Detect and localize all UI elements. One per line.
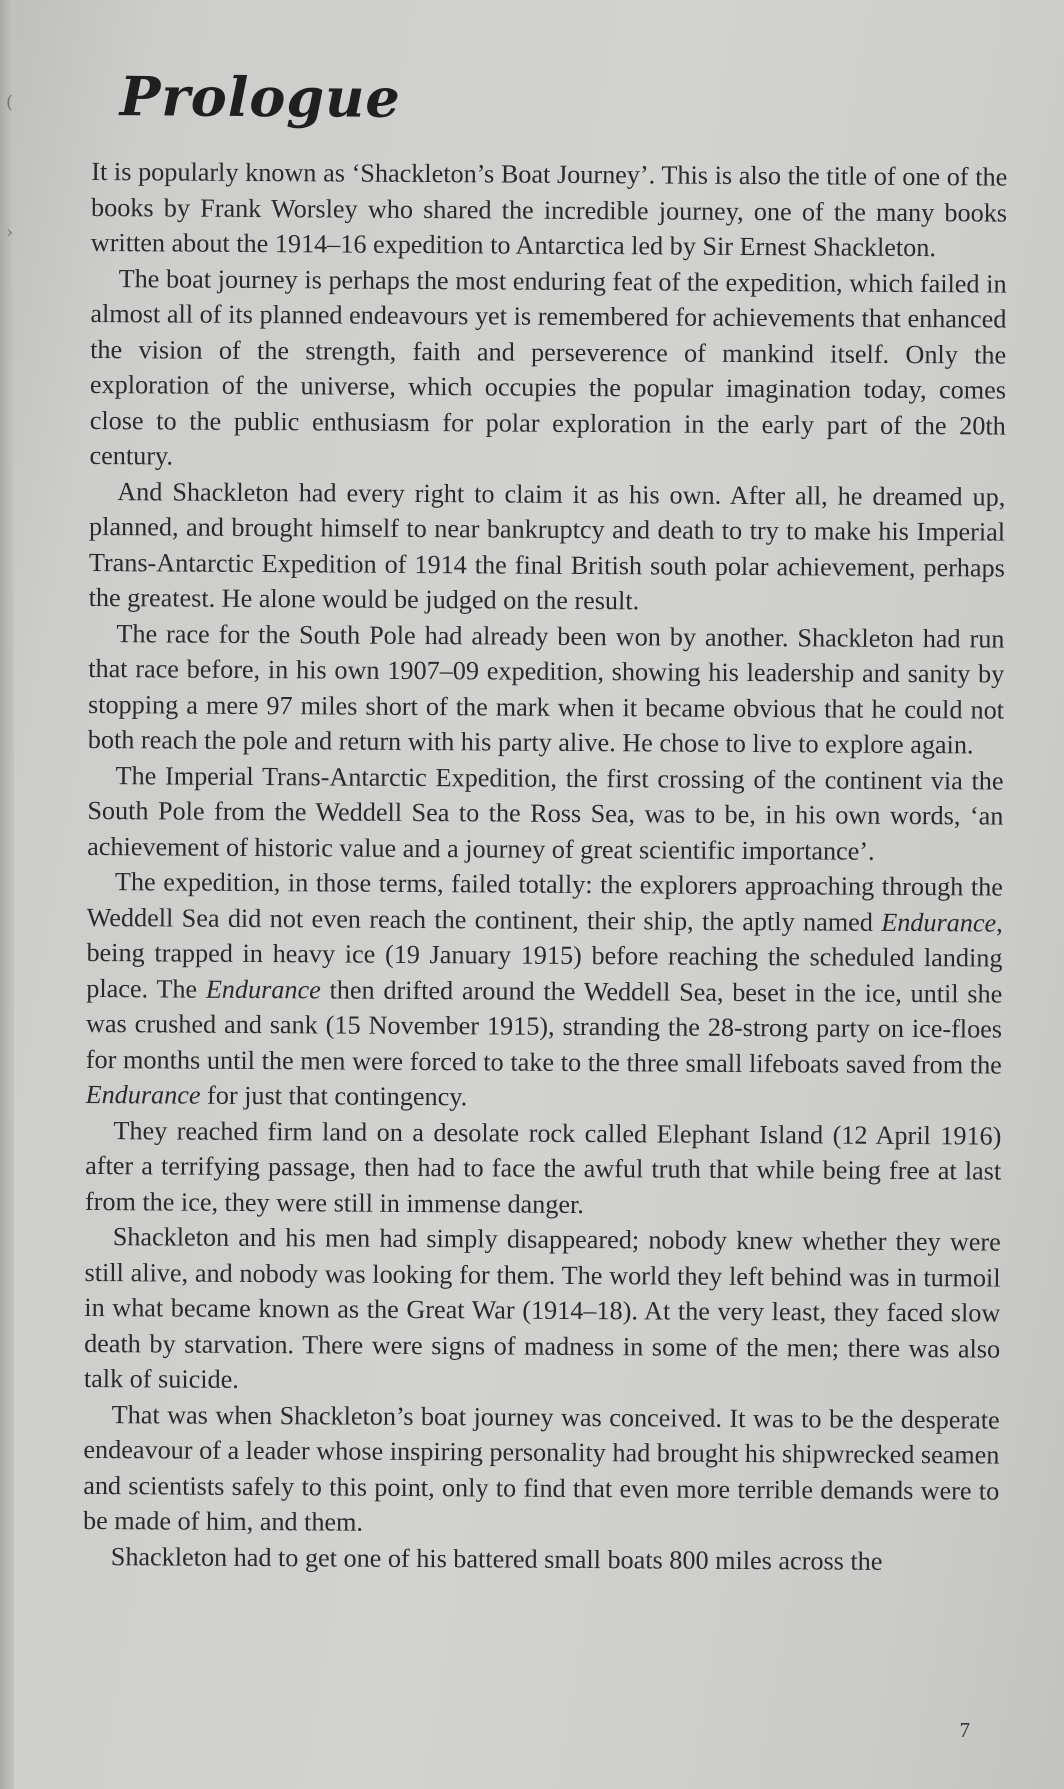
binding-gutter <box>0 0 14 1789</box>
paragraph: That was when Shackleton’s boat journey was conceived. It was to be the desperate endeavour of a leader whose inspiring personality had brought his shipwrecked seamen and scientists safely to this point, only to find that even more terrible demands were to be made of him, and them. <box>82 1399 1000 1537</box>
paragraph-endurance: The expedition, in those terms, failed totally: the explorers approaching through the Weddell Sea did not even reach the continent, their ship, the aptly named Endurance, being trapped in heavy ice (19 January 1915) before reaching the scheduled landing place. The Endurance then drifted around the Weddell Sea, beset in the ice, until she was crushed and sank (15 November 1915), stranding the 28-strong party on ice-floes for months until the men were forced to take to the three small lifeboats saved from the Endurance for just that contingency. <box>85 867 1004 1112</box>
page-number: 7 <box>959 1718 970 1742</box>
paragraph: Shackleton and his men had simply disappeared; nobody knew whether they were still alive, and nobody was looking for them. The world they left behind was in turmoil in what became known as the Great War (1914–18). At the very least, they faced slow death by starvation. There were signs of madness in some of the men; there was also talk of suicide. <box>83 1222 1001 1394</box>
page-content <box>83 54 1008 1580</box>
paragraph: The race for the South Pole had already been won by another. Shackleton had run that race before, in his own 1907–09 expedition, showing his leadership and sanity by stopping a mere 97 miles short of the mark when it became obvious that he could not both reach the pole and return with his party alive. He chose to live to explore again. <box>87 618 1005 760</box>
margin-mark: › <box>6 222 14 243</box>
paragraph: The Imperial Trans-Antarctic Expedition, the first crossing of the continent via the South Pole from the Weddell Sea to the Ross Sea, was to be, in his own words, ‘an achievement of historic value and a journey of great scientific importance’. <box>87 760 1004 866</box>
paragraph: They reached firm land on a desolate rock called Elephant Island (12 April 1916) after a terrifying passage, then had to face the awful truth that while being free at last from the ice, they were still in immense danger. <box>84 1115 1002 1219</box>
paragraph: And Shackleton had every right to claim it as his own. After all, he dreamed up, planned, and brought himself to near bankruptcy and death to try to make his Imperial Trans-Antarctic Expedition of 1914 the final British south polar achievement, perhaps the greatest. He alone would be judged on the result. <box>88 476 1006 616</box>
margin-mark: ( <box>6 92 14 113</box>
paragraph: It is popularly known as ‘Shackleton’s Boat Journey’. This is also the title of one of the books by Frank Worsley who shared the incredible journey, one of the many books written about the 1914–16 expedition to Antarctica led by Sir Ernest Shackleton. <box>90 156 1008 263</box>
paragraph: The boat journey is perhaps the most enduring feat of the expedition, which failed in almost all of its planned endeavours yet is remembered for achievements that enhanced the vision of the strength, faith and perseverence of mankind itself. Only the exploration of the universe, which occupies the popular imagination today, comes close to the public enthusiasm for polar exploration in the early part of the 20th century. <box>89 263 1007 471</box>
paragraph: Shackleton had to get one of his battered small boats 800 miles across the <box>110 1541 883 1576</box>
chapter-title: Prologue <box>119 64 401 130</box>
